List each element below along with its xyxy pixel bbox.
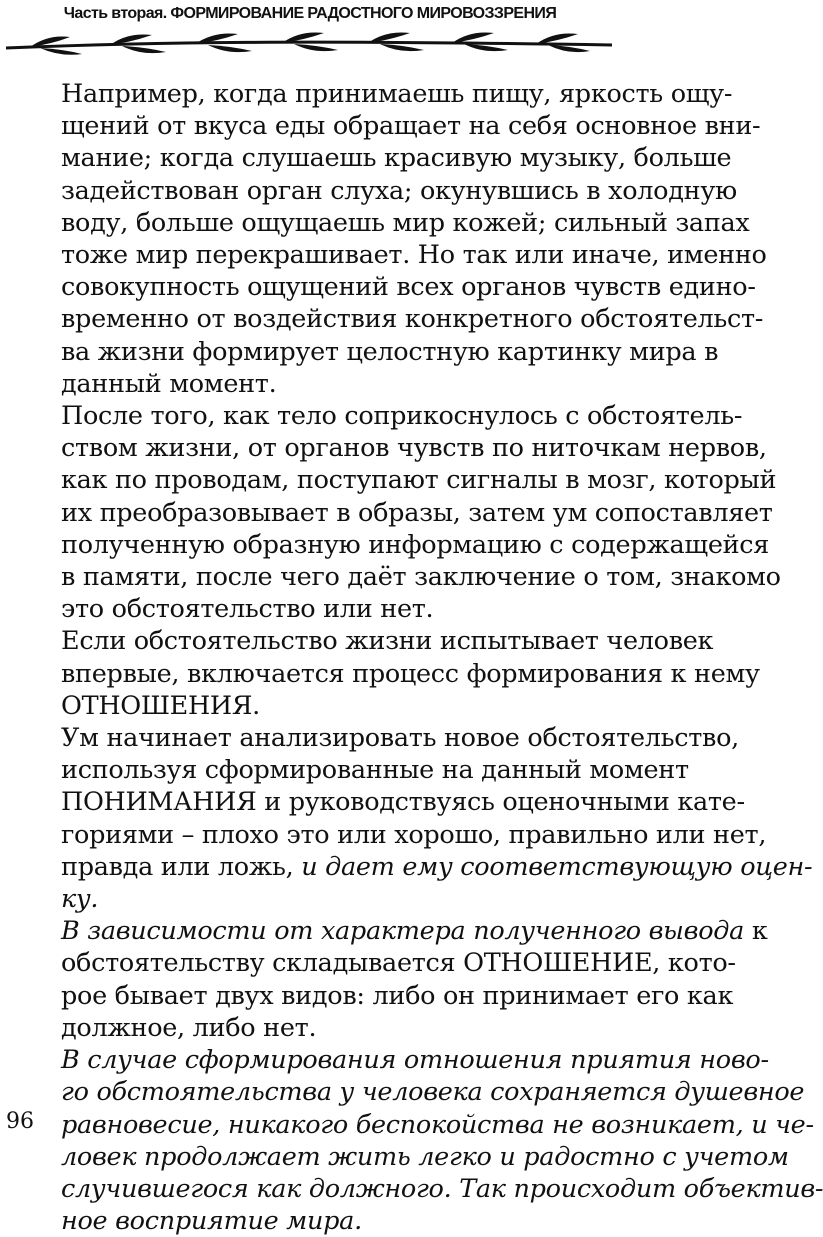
text-line (33, 851, 813, 883)
running-header: Часть вторая. ФОРМИРОВАНИЕ РАДОСТНОГО МИРОВОЗЗРЕНИЯ (63, 5, 557, 22)
text-line: впервые, включается процесс формирования к нему (61, 658, 760, 689)
text-line: ством жизни, от органов чувств по ниточкам нервов, (61, 433, 767, 464)
italic-fragment: В зависимости от характера полученного вывода (61, 916, 745, 947)
text-line: Если обстоятельство жизни испытывает человек (61, 626, 714, 657)
text-line: ловек продолжает жить легко и радостно с учетом (61, 1141, 789, 1172)
paragraph-2 (33, 400, 781, 625)
text-line (33, 915, 768, 947)
text-line: ОТНОШЕНИЯ. (61, 690, 260, 721)
text-line: используя сформированные на данный момент (61, 755, 689, 786)
text-line: ное восприятие мира. (61, 1206, 362, 1237)
text-line: обстоятельству складывается ОТНОШЕНИЕ, кото- (61, 948, 736, 979)
text-line: как по проводам, поступают сигналы в мозг, который (61, 465, 777, 496)
paragraph-3 (33, 625, 760, 722)
text-line: После того, как тело соприкоснулось с обстоятель- (61, 401, 743, 432)
italic-fragment: ку. (61, 884, 99, 915)
italic-fragment: и дает ему соответствующую оцен- (301, 851, 813, 882)
text-line: это обстоятельство или нет. (61, 594, 434, 625)
text-line: их преобразовывает в образы, затем ум сопоставляет (61, 497, 773, 528)
text-line: полученную образную информацию с содержащейся (61, 529, 770, 560)
text-line: данный момент. (61, 368, 277, 399)
plain-fragment: правда или ложь, (61, 851, 302, 882)
text-line: случившегося как должного. Так происходит объектив- (61, 1173, 823, 1204)
text-line: мание; когда слушаешь красивую музыку, больше (61, 143, 732, 174)
body-text (33, 78, 823, 1237)
text-line: щений от вкуса еды обращает на себя основное вни- (61, 111, 761, 142)
text-line: Ум начинает анализировать новое обстоятельство, (61, 723, 739, 754)
text-line: ПОНИМАНИЯ и руководствуясь оценочными кате- (61, 787, 745, 818)
paragraph-1 (33, 78, 767, 400)
page-number: 96 (6, 1109, 34, 1134)
text-line: временно от воздействия конкретного обстоятельст- (61, 304, 764, 335)
text-line: должное, либо нет. (61, 1012, 317, 1043)
text-line: совокупность ощущений всех органов чувств едино- (61, 272, 756, 303)
text-line: задействован орган слуха; окунувшись в холодную (61, 175, 737, 206)
text-line: тоже мир перекрашивает. Но так или иначе, именно (61, 240, 767, 271)
text-line: ва жизни формирует целостную картинку мира в (61, 336, 719, 367)
plain-fragment: к (744, 916, 768, 947)
text-line: рое бывает двух видов: либо он принимает его как (61, 980, 734, 1011)
paragraph-4 (33, 722, 813, 915)
text-line: В случае сформирования отношения приятия ново- (61, 1045, 769, 1076)
paragraph-6 (33, 1044, 823, 1237)
text-line: воду, больше ощущаешь мир кожей; сильный запах (61, 207, 750, 238)
paragraph-5 (33, 915, 768, 1044)
text-line: Например, когда принимаешь пищу, яркость ощу- (61, 79, 733, 109)
text-line (33, 883, 591, 915)
text-line: гориями – плохо это или хорошо, правильно или нет, (61, 819, 767, 850)
text-line: равновесие, никакого беспокойства не возникает, и че- (61, 1109, 814, 1140)
laurel-branch-icon (0, 30, 620, 60)
text-line: го обстоятельства у человека сохраняется душевное (61, 1077, 805, 1108)
text-line: в памяти, после чего даёт заключение о том, знакомо (61, 562, 781, 593)
